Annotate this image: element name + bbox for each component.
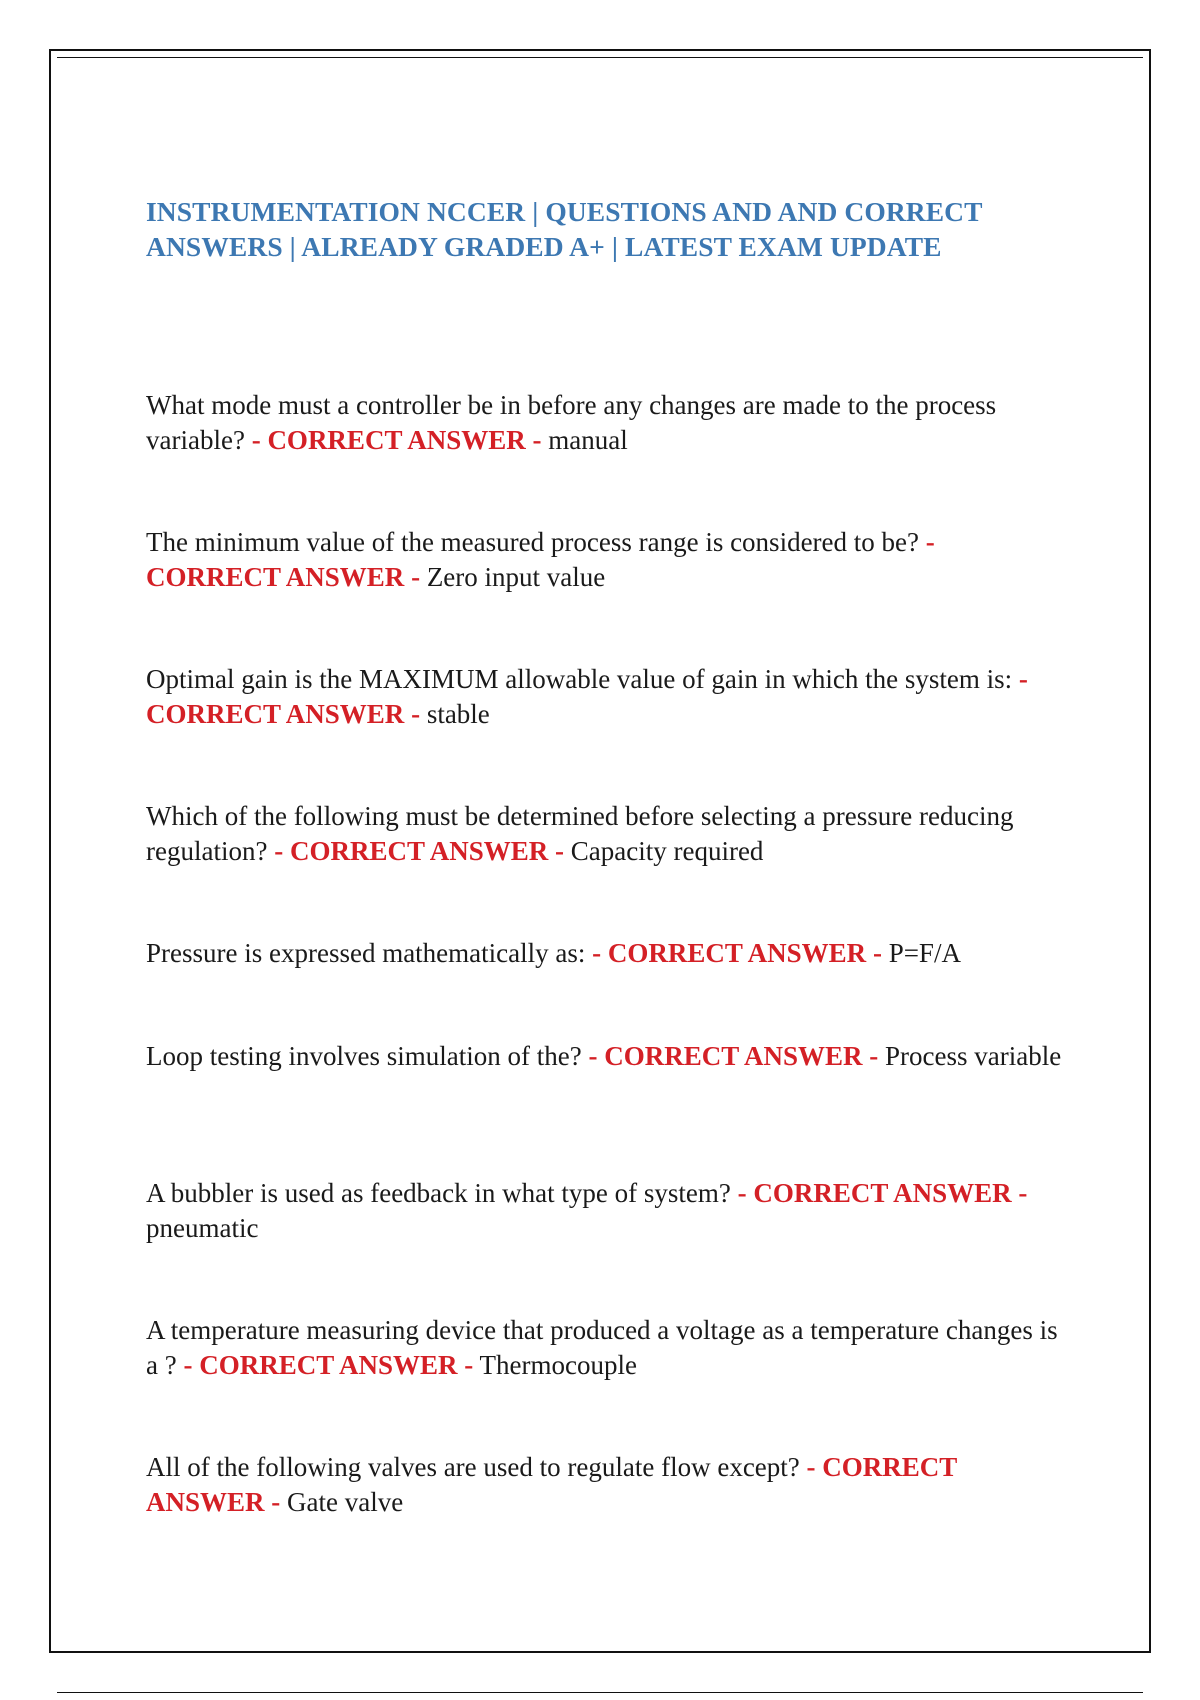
answer-text: P=F/A [888, 938, 961, 968]
question-text: Which of the following must be determined before selecting a pressure reducing regulation? [146, 801, 1014, 866]
separator: - [555, 836, 565, 866]
question-text: Pressure is expressed mathematically as: [146, 938, 586, 968]
separator: - [411, 699, 421, 729]
question-text: Loop testing involves simulation of the? [146, 1041, 582, 1071]
answer-text: stable [426, 699, 490, 729]
correct-answer-label: CORRECT ANSWER [604, 1041, 863, 1071]
answer-text: Capacity required [570, 836, 764, 866]
separator: - [271, 1487, 281, 1517]
correct-answer-label: CORRECT ANSWER [146, 562, 405, 592]
separator: - [183, 1350, 193, 1380]
question-text: All of the following valves are used to regulate flow except? [146, 1452, 800, 1482]
separator: - [1018, 664, 1028, 694]
qa-item [146, 662, 1066, 732]
separator: - [251, 425, 261, 455]
correct-answer-label: CORRECT ANSWER [607, 938, 867, 968]
correct-answer-label: CORRECT ANSWER [146, 699, 405, 729]
correct-answer-label: CORRECT ANSWER [753, 1178, 1012, 1208]
separator: - [274, 836, 284, 866]
answer-text: Process variable [885, 1041, 1062, 1071]
separator: - [1018, 1178, 1028, 1208]
qa-item [146, 1450, 1066, 1520]
question-text: Optimal gain is the MAXIMUM allowable value of gain in which the system is: [146, 664, 1013, 694]
separator: - [872, 938, 882, 968]
correct-answer-label: CORRECT ANSWER [289, 836, 549, 866]
separator: - [588, 1041, 598, 1071]
separator: - [592, 938, 602, 968]
separator: - [869, 1041, 879, 1071]
question-text: What mode must a controller be in before any changes are made to the process variable? [146, 390, 997, 455]
qa-item [146, 799, 1066, 869]
correct-answer-label: CORRECT ANSWER [267, 425, 526, 455]
separator: - [806, 1452, 816, 1482]
bottom-rule [57, 1692, 1143, 1693]
separator: - [737, 1178, 747, 1208]
answer-text: Gate valve [287, 1487, 404, 1517]
top-rule [57, 57, 1143, 58]
question-text: A temperature measuring device that produced a voltage as a temperature changes is a ? [146, 1315, 1058, 1380]
correct-answer-label: CORRECT ANSWER [199, 1350, 458, 1380]
qa-item [146, 1313, 1066, 1383]
qa-item [146, 1039, 1066, 1074]
answer-text: Thermocouple [479, 1350, 637, 1380]
answer-text: Zero input value [426, 562, 606, 592]
document-title: INSTRUMENTATION NCCER | QUESTIONS AND AND CORRECT ANSWERS | ALREADY GRADED A+ | LATEST EXAM UPDATE [146, 196, 983, 262]
separator: - [411, 562, 421, 592]
qa-item [146, 525, 1066, 595]
separator: - [464, 1350, 474, 1380]
qa-item [146, 388, 1066, 458]
separator: - [532, 425, 542, 455]
question-text: A bubbler is used as feedback in what type of system? [146, 1178, 731, 1208]
qa-item [146, 936, 1066, 971]
correct-answer-label: CORRECT ANSWER [146, 1452, 957, 1517]
separator: - [925, 527, 935, 557]
question-text: The minimum value of the measured process range is considered to be? [146, 527, 919, 557]
answer-text: manual [548, 425, 628, 455]
answer-text: pneumatic [146, 1213, 259, 1243]
qa-item [146, 1176, 1066, 1246]
